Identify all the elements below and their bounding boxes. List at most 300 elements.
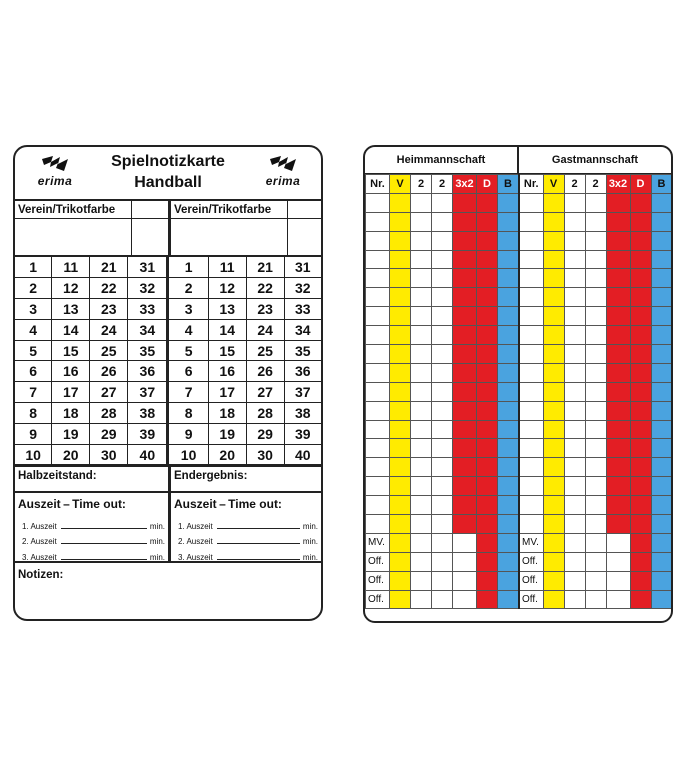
penalty-cell[interactable] bbox=[432, 533, 453, 552]
penalty-cell[interactable] bbox=[477, 307, 498, 326]
penalty-cell[interactable] bbox=[411, 552, 432, 571]
penalty-cell[interactable] bbox=[432, 477, 453, 496]
penalty-cell[interactable] bbox=[543, 288, 564, 307]
penalty-cell[interactable] bbox=[564, 515, 585, 534]
penalty-cell[interactable] bbox=[411, 458, 432, 477]
penalty-cell[interactable] bbox=[543, 477, 564, 496]
player-number-cell[interactable]: 4 bbox=[168, 319, 208, 340]
penalty-cell[interactable] bbox=[366, 401, 390, 420]
penalty-cell[interactable] bbox=[477, 458, 498, 477]
timeout-line[interactable]: 2. Auszeit min. bbox=[22, 537, 165, 546]
penalty-cell[interactable] bbox=[543, 193, 564, 212]
penalty-cell[interactable] bbox=[390, 307, 411, 326]
penalty-cell[interactable] bbox=[432, 212, 453, 231]
penalty-cell[interactable] bbox=[630, 307, 651, 326]
penalty-cell[interactable] bbox=[606, 439, 630, 458]
penalty-cell[interactable] bbox=[498, 307, 519, 326]
penalty-cell[interactable] bbox=[543, 345, 564, 364]
penalty-cell[interactable] bbox=[453, 439, 477, 458]
penalty-cell[interactable] bbox=[606, 401, 630, 420]
penalty-cell[interactable] bbox=[390, 193, 411, 212]
penalty-cell[interactable] bbox=[366, 515, 390, 534]
penalty-cell[interactable] bbox=[453, 382, 477, 401]
penalty-cell[interactable] bbox=[366, 345, 390, 364]
penalty-cell[interactable] bbox=[432, 363, 453, 382]
penalty-cell[interactable] bbox=[543, 458, 564, 477]
penalty-cell[interactable] bbox=[390, 401, 411, 420]
penalty-cell[interactable] bbox=[606, 288, 630, 307]
penalty-cell[interactable] bbox=[543, 571, 564, 590]
penalty-cell[interactable] bbox=[519, 420, 543, 439]
player-number-cell[interactable]: 33 bbox=[128, 299, 168, 320]
penalty-cell[interactable] bbox=[390, 571, 411, 590]
penalty-cell[interactable] bbox=[564, 193, 585, 212]
penalty-cell[interactable] bbox=[432, 250, 453, 269]
player-number-cell[interactable]: 37 bbox=[284, 382, 321, 403]
penalty-cell[interactable] bbox=[543, 231, 564, 250]
penalty-cell[interactable] bbox=[477, 477, 498, 496]
player-number-cell[interactable]: 1 bbox=[15, 257, 52, 278]
penalty-cell[interactable] bbox=[411, 571, 432, 590]
player-number-cell[interactable]: 14 bbox=[208, 319, 246, 340]
player-number-cell[interactable]: 22 bbox=[90, 278, 128, 299]
penalty-cell[interactable] bbox=[498, 533, 519, 552]
penalty-cell[interactable] bbox=[606, 420, 630, 439]
player-number-cell[interactable]: 22 bbox=[246, 278, 284, 299]
player-number-cell[interactable]: 32 bbox=[128, 278, 168, 299]
penalty-cell[interactable] bbox=[432, 193, 453, 212]
penalty-cell[interactable] bbox=[477, 401, 498, 420]
timeout-line[interactable]: 1. Auszeit min. bbox=[178, 521, 318, 531]
penalty-cell[interactable] bbox=[543, 363, 564, 382]
penalty-cell[interactable] bbox=[519, 477, 543, 496]
penalty-cell[interactable] bbox=[411, 250, 432, 269]
player-number-cell[interactable]: 24 bbox=[90, 319, 128, 340]
penalty-cell[interactable] bbox=[390, 288, 411, 307]
penalty-cell[interactable] bbox=[390, 439, 411, 458]
penalty-cell[interactable] bbox=[477, 363, 498, 382]
penalty-cell[interactable] bbox=[498, 345, 519, 364]
penalty-cell[interactable] bbox=[411, 420, 432, 439]
penalty-cell[interactable] bbox=[477, 590, 498, 609]
penalty-cell[interactable] bbox=[585, 496, 606, 515]
penalty-cell[interactable] bbox=[498, 420, 519, 439]
penalty-cell[interactable] bbox=[411, 382, 432, 401]
penalty-cell[interactable] bbox=[606, 326, 630, 345]
player-number-cell[interactable]: 18 bbox=[52, 403, 90, 424]
penalty-cell[interactable] bbox=[606, 250, 630, 269]
penalty-cell[interactable] bbox=[564, 288, 585, 307]
penalty-cell[interactable] bbox=[585, 231, 606, 250]
player-number-cell[interactable]: 39 bbox=[128, 423, 168, 444]
player-number-cell[interactable]: 29 bbox=[90, 423, 128, 444]
player-number-cell[interactable]: 34 bbox=[128, 319, 168, 340]
player-number-cell[interactable]: 16 bbox=[52, 361, 90, 382]
penalty-cell[interactable] bbox=[651, 326, 672, 345]
penalty-cell[interactable] bbox=[606, 193, 630, 212]
penalty-cell[interactable] bbox=[432, 496, 453, 515]
penalty-cell[interactable] bbox=[543, 439, 564, 458]
timeout-line[interactable]: 1. Auszeit min. bbox=[22, 521, 165, 531]
penalty-cell[interactable] bbox=[519, 515, 543, 534]
penalty-cell[interactable] bbox=[366, 382, 390, 401]
penalty-cell[interactable] bbox=[477, 496, 498, 515]
penalty-cell[interactable] bbox=[411, 288, 432, 307]
player-number-cell[interactable]: 5 bbox=[15, 340, 52, 361]
penalty-cell[interactable] bbox=[411, 439, 432, 458]
penalty-cell[interactable] bbox=[519, 345, 543, 364]
penalty-cell[interactable] bbox=[651, 420, 672, 439]
penalty-cell[interactable] bbox=[630, 212, 651, 231]
player-number-cell[interactable]: 31 bbox=[128, 257, 168, 278]
player-number-cell[interactable]: 10 bbox=[168, 444, 208, 465]
penalty-cell[interactable] bbox=[453, 496, 477, 515]
player-number-cell[interactable]: 13 bbox=[52, 299, 90, 320]
penalty-cell[interactable] bbox=[453, 269, 477, 288]
penalty-cell[interactable] bbox=[585, 269, 606, 288]
penalty-cell[interactable] bbox=[543, 382, 564, 401]
penalty-cell[interactable] bbox=[453, 515, 477, 534]
penalty-cell[interactable] bbox=[498, 212, 519, 231]
penalty-cell[interactable] bbox=[411, 345, 432, 364]
player-number-cell[interactable]: 37 bbox=[128, 382, 168, 403]
penalty-cell[interactable] bbox=[651, 533, 672, 552]
penalty-cell[interactable] bbox=[432, 288, 453, 307]
penalty-cell[interactable] bbox=[564, 382, 585, 401]
penalty-cell[interactable] bbox=[606, 345, 630, 364]
penalty-cell[interactable] bbox=[651, 231, 672, 250]
penalty-cell[interactable] bbox=[498, 326, 519, 345]
player-number-cell[interactable]: 33 bbox=[284, 299, 321, 320]
player-number-cell[interactable]: 1 bbox=[168, 257, 208, 278]
penalty-cell[interactable] bbox=[564, 212, 585, 231]
penalty-cell[interactable] bbox=[498, 231, 519, 250]
penalty-cell[interactable] bbox=[390, 250, 411, 269]
player-number-cell[interactable]: 18 bbox=[208, 403, 246, 424]
penalty-cell[interactable] bbox=[453, 590, 477, 609]
penalty-cell[interactable] bbox=[519, 382, 543, 401]
penalty-cell[interactable] bbox=[630, 231, 651, 250]
player-number-cell[interactable]: 4 bbox=[15, 319, 52, 340]
penalty-cell[interactable] bbox=[606, 269, 630, 288]
penalty-cell[interactable] bbox=[390, 533, 411, 552]
penalty-cell[interactable] bbox=[498, 363, 519, 382]
team-b-field[interactable] bbox=[168, 201, 321, 257]
penalty-cell[interactable] bbox=[606, 382, 630, 401]
player-number-cell[interactable]: 28 bbox=[90, 403, 128, 424]
penalty-cell[interactable] bbox=[519, 458, 543, 477]
penalty-cell[interactable] bbox=[477, 382, 498, 401]
penalty-cell[interactable] bbox=[651, 212, 672, 231]
penalty-cell[interactable] bbox=[564, 477, 585, 496]
penalty-cell[interactable] bbox=[606, 212, 630, 231]
penalty-cell[interactable] bbox=[411, 533, 432, 552]
penalty-cell[interactable] bbox=[585, 420, 606, 439]
player-number-cell[interactable]: 12 bbox=[52, 278, 90, 299]
penalty-cell[interactable] bbox=[477, 212, 498, 231]
player-number-cell[interactable]: 29 bbox=[246, 423, 284, 444]
penalty-cell[interactable] bbox=[498, 288, 519, 307]
penalty-cell[interactable] bbox=[477, 193, 498, 212]
penalty-cell[interactable] bbox=[564, 590, 585, 609]
penalty-cell[interactable] bbox=[432, 552, 453, 571]
penalty-cell[interactable] bbox=[585, 382, 606, 401]
penalty-cell[interactable] bbox=[366, 288, 390, 307]
penalty-cell[interactable] bbox=[630, 345, 651, 364]
penalty-cell[interactable] bbox=[432, 515, 453, 534]
player-number-cell[interactable]: 6 bbox=[15, 361, 52, 382]
penalty-cell[interactable] bbox=[585, 326, 606, 345]
penalty-cell[interactable] bbox=[606, 552, 630, 571]
penalty-cell[interactable] bbox=[585, 250, 606, 269]
player-number-cell[interactable]: 6 bbox=[168, 361, 208, 382]
penalty-cell[interactable] bbox=[606, 231, 630, 250]
penalty-cell[interactable] bbox=[477, 515, 498, 534]
player-number-cell[interactable]: 19 bbox=[208, 423, 246, 444]
penalty-cell[interactable] bbox=[498, 477, 519, 496]
penalty-cell[interactable] bbox=[477, 439, 498, 458]
penalty-cell[interactable] bbox=[606, 590, 630, 609]
penalty-cell[interactable] bbox=[543, 496, 564, 515]
player-number-cell[interactable]: 7 bbox=[168, 382, 208, 403]
penalty-cell[interactable] bbox=[651, 363, 672, 382]
penalty-cell[interactable] bbox=[630, 533, 651, 552]
player-number-cell[interactable]: 36 bbox=[284, 361, 321, 382]
penalty-cell[interactable] bbox=[411, 401, 432, 420]
penalty-cell[interactable] bbox=[390, 420, 411, 439]
player-number-cell[interactable]: 35 bbox=[128, 340, 168, 361]
penalty-cell[interactable] bbox=[564, 533, 585, 552]
player-number-cell[interactable]: 17 bbox=[52, 382, 90, 403]
penalty-cell[interactable] bbox=[453, 193, 477, 212]
player-number-cell[interactable]: 21 bbox=[246, 257, 284, 278]
penalty-cell[interactable] bbox=[477, 231, 498, 250]
penalty-cell[interactable] bbox=[630, 477, 651, 496]
penalty-cell[interactable] bbox=[366, 326, 390, 345]
penalty-cell[interactable] bbox=[453, 458, 477, 477]
player-number-cell[interactable]: 13 bbox=[208, 299, 246, 320]
player-number-cell[interactable]: 8 bbox=[15, 403, 52, 424]
penalty-cell[interactable] bbox=[543, 269, 564, 288]
penalty-cell[interactable] bbox=[453, 477, 477, 496]
player-number-cell[interactable]: 27 bbox=[246, 382, 284, 403]
penalty-cell[interactable] bbox=[564, 250, 585, 269]
penalty-cell[interactable] bbox=[585, 307, 606, 326]
penalty-cell[interactable] bbox=[366, 212, 390, 231]
penalty-cell[interactable] bbox=[477, 269, 498, 288]
player-number-cell[interactable]: 2 bbox=[15, 278, 52, 299]
penalty-cell[interactable] bbox=[390, 231, 411, 250]
penalty-cell[interactable] bbox=[519, 307, 543, 326]
player-number-cell[interactable]: 8 bbox=[168, 403, 208, 424]
penalty-cell[interactable] bbox=[564, 401, 585, 420]
penalty-cell[interactable] bbox=[498, 458, 519, 477]
penalty-cell[interactable] bbox=[651, 590, 672, 609]
penalty-cell[interactable] bbox=[543, 212, 564, 231]
penalty-cell[interactable] bbox=[630, 515, 651, 534]
penalty-cell[interactable] bbox=[411, 496, 432, 515]
penalty-cell[interactable] bbox=[651, 571, 672, 590]
penalty-cell[interactable] bbox=[519, 193, 543, 212]
timeout-line[interactable]: 3. Auszeit min. bbox=[22, 552, 165, 562]
player-number-cell[interactable]: 34 bbox=[284, 319, 321, 340]
penalty-cell[interactable] bbox=[519, 363, 543, 382]
player-number-cell[interactable]: 3 bbox=[15, 299, 52, 320]
player-number-cell[interactable]: 11 bbox=[208, 257, 246, 278]
penalty-cell[interactable] bbox=[477, 326, 498, 345]
penalty-cell[interactable] bbox=[432, 326, 453, 345]
player-number-cell[interactable]: 27 bbox=[90, 382, 128, 403]
penalty-cell[interactable] bbox=[585, 458, 606, 477]
penalty-cell[interactable] bbox=[651, 515, 672, 534]
penalty-cell[interactable] bbox=[453, 420, 477, 439]
player-number-cell[interactable]: 23 bbox=[90, 299, 128, 320]
penalty-cell[interactable] bbox=[477, 420, 498, 439]
penalty-cell[interactable] bbox=[630, 401, 651, 420]
player-number-cell[interactable]: 28 bbox=[246, 403, 284, 424]
player-number-cell[interactable]: 3 bbox=[168, 299, 208, 320]
penalty-cell[interactable] bbox=[564, 420, 585, 439]
penalty-cell[interactable] bbox=[585, 533, 606, 552]
penalty-cell[interactable] bbox=[411, 193, 432, 212]
timeout-line[interactable]: 3. Auszeit min. bbox=[178, 552, 318, 562]
penalty-cell[interactable] bbox=[453, 250, 477, 269]
penalty-cell[interactable] bbox=[630, 326, 651, 345]
player-number-cell[interactable]: 25 bbox=[246, 340, 284, 361]
penalty-cell[interactable] bbox=[651, 288, 672, 307]
player-number-cell[interactable]: 40 bbox=[284, 444, 321, 465]
player-number-cell[interactable]: 38 bbox=[128, 403, 168, 424]
penalty-cell[interactable] bbox=[519, 288, 543, 307]
penalty-cell[interactable] bbox=[543, 533, 564, 552]
player-number-cell[interactable]: 31 bbox=[284, 257, 321, 278]
penalty-cell[interactable] bbox=[564, 458, 585, 477]
penalty-cell[interactable] bbox=[453, 533, 477, 552]
penalty-cell[interactable] bbox=[543, 590, 564, 609]
penalty-cell[interactable] bbox=[606, 496, 630, 515]
penalty-cell[interactable] bbox=[411, 477, 432, 496]
penalty-cell[interactable] bbox=[651, 193, 672, 212]
player-number-cell[interactable]: 9 bbox=[15, 423, 52, 444]
penalty-cell[interactable] bbox=[585, 590, 606, 609]
penalty-cell[interactable] bbox=[366, 496, 390, 515]
penalty-cell[interactable] bbox=[543, 515, 564, 534]
penalty-cell[interactable] bbox=[651, 250, 672, 269]
penalty-cell[interactable] bbox=[390, 269, 411, 288]
penalty-cell[interactable] bbox=[564, 307, 585, 326]
player-number-cell[interactable]: 30 bbox=[246, 444, 284, 465]
penalty-cell[interactable] bbox=[564, 496, 585, 515]
player-number-cell[interactable]: 17 bbox=[208, 382, 246, 403]
penalty-cell[interactable] bbox=[390, 477, 411, 496]
penalty-cell[interactable] bbox=[630, 250, 651, 269]
penalty-cell[interactable] bbox=[651, 269, 672, 288]
player-number-cell[interactable]: 38 bbox=[284, 403, 321, 424]
penalty-cell[interactable] bbox=[477, 533, 498, 552]
penalty-cell[interactable] bbox=[564, 269, 585, 288]
penalty-cell[interactable] bbox=[630, 496, 651, 515]
penalty-cell[interactable] bbox=[366, 307, 390, 326]
penalty-cell[interactable] bbox=[606, 477, 630, 496]
penalty-cell[interactable] bbox=[432, 269, 453, 288]
penalty-cell[interactable] bbox=[543, 307, 564, 326]
penalty-cell[interactable] bbox=[630, 590, 651, 609]
penalty-cell[interactable] bbox=[432, 345, 453, 364]
penalty-cell[interactable] bbox=[630, 382, 651, 401]
penalty-cell[interactable] bbox=[606, 571, 630, 590]
penalty-cell[interactable] bbox=[651, 382, 672, 401]
penalty-cell[interactable] bbox=[366, 458, 390, 477]
penalty-cell[interactable] bbox=[498, 439, 519, 458]
player-number-cell[interactable]: 30 bbox=[90, 444, 128, 465]
penalty-cell[interactable] bbox=[411, 515, 432, 534]
penalty-cell[interactable] bbox=[519, 401, 543, 420]
penalty-cell[interactable] bbox=[651, 477, 672, 496]
penalty-cell[interactable] bbox=[390, 496, 411, 515]
penalty-cell[interactable] bbox=[498, 571, 519, 590]
penalty-cell[interactable] bbox=[519, 269, 543, 288]
penalty-cell[interactable] bbox=[585, 401, 606, 420]
penalty-cell[interactable] bbox=[606, 533, 630, 552]
penalty-cell[interactable] bbox=[432, 458, 453, 477]
penalty-cell[interactable] bbox=[477, 288, 498, 307]
penalty-cell[interactable] bbox=[453, 307, 477, 326]
player-number-cell[interactable]: 26 bbox=[246, 361, 284, 382]
penalty-cell[interactable] bbox=[651, 552, 672, 571]
penalty-cell[interactable] bbox=[453, 401, 477, 420]
penalty-cell[interactable] bbox=[651, 401, 672, 420]
penalty-cell[interactable] bbox=[366, 363, 390, 382]
penalty-cell[interactable] bbox=[564, 231, 585, 250]
penalty-cell[interactable] bbox=[498, 250, 519, 269]
penalty-cell[interactable] bbox=[630, 458, 651, 477]
penalty-cell[interactable] bbox=[585, 288, 606, 307]
penalty-cell[interactable] bbox=[477, 552, 498, 571]
penalty-cell[interactable] bbox=[366, 231, 390, 250]
penalty-cell[interactable] bbox=[498, 382, 519, 401]
penalty-cell[interactable] bbox=[366, 420, 390, 439]
penalty-cell[interactable] bbox=[564, 326, 585, 345]
penalty-cell[interactable] bbox=[453, 288, 477, 307]
penalty-cell[interactable] bbox=[432, 382, 453, 401]
penalty-cell[interactable] bbox=[411, 307, 432, 326]
penalty-cell[interactable] bbox=[390, 458, 411, 477]
penalty-cell[interactable] bbox=[432, 439, 453, 458]
penalty-cell[interactable] bbox=[651, 458, 672, 477]
penalty-cell[interactable] bbox=[585, 439, 606, 458]
penalty-cell[interactable] bbox=[543, 401, 564, 420]
penalty-cell[interactable] bbox=[453, 231, 477, 250]
player-number-cell[interactable]: 15 bbox=[52, 340, 90, 361]
penalty-cell[interactable] bbox=[519, 496, 543, 515]
penalty-cell[interactable] bbox=[585, 193, 606, 212]
penalty-cell[interactable] bbox=[453, 552, 477, 571]
team-a-field[interactable] bbox=[15, 201, 168, 257]
player-number-cell[interactable]: 9 bbox=[168, 423, 208, 444]
player-number-cell[interactable]: 14 bbox=[52, 319, 90, 340]
penalty-cell[interactable] bbox=[651, 345, 672, 364]
penalty-cell[interactable] bbox=[432, 590, 453, 609]
penalty-cell[interactable] bbox=[498, 269, 519, 288]
penalty-cell[interactable] bbox=[498, 552, 519, 571]
penalty-cell[interactable] bbox=[630, 363, 651, 382]
penalty-cell[interactable] bbox=[390, 590, 411, 609]
penalty-cell[interactable] bbox=[366, 250, 390, 269]
penalty-cell[interactable] bbox=[606, 363, 630, 382]
penalty-cell[interactable] bbox=[519, 212, 543, 231]
penalty-cell[interactable] bbox=[606, 515, 630, 534]
player-number-cell[interactable]: 21 bbox=[90, 257, 128, 278]
